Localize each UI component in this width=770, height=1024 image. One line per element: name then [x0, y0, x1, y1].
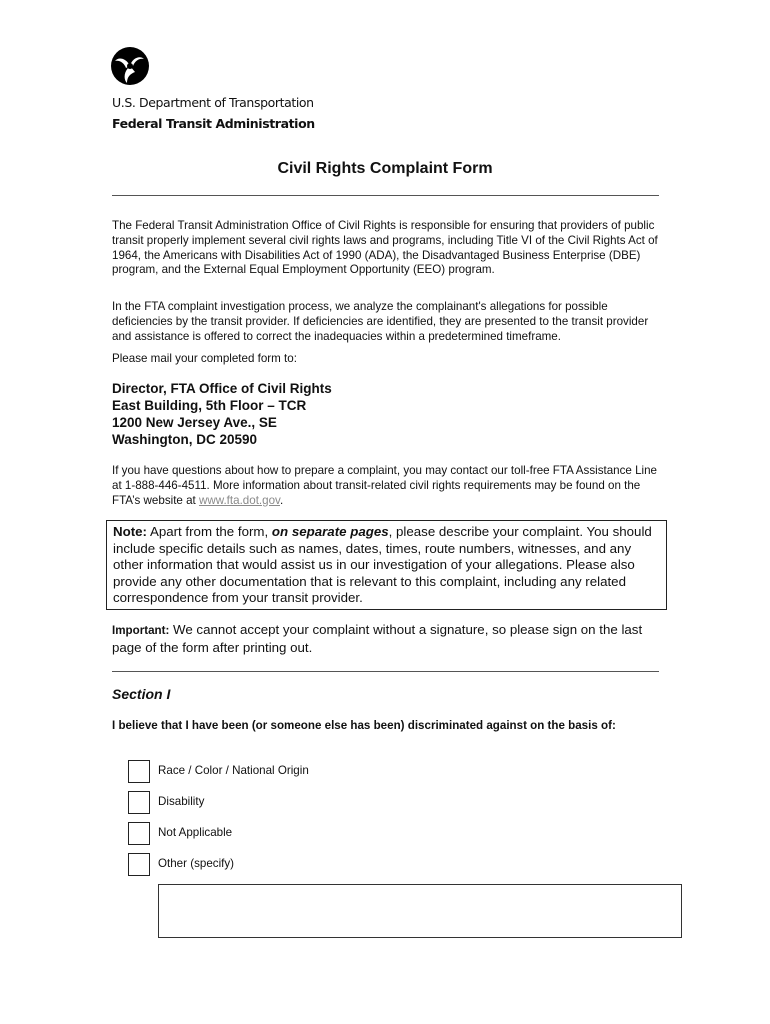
- address-line-1: Director, FTA Office of Civil Rights: [112, 381, 332, 396]
- disability-checkbox[interactable]: [128, 791, 150, 814]
- intro-paragraph-1: The Federal Transit Administration Office of Civil Rights is responsible for ensuring that providers of public transit properly implement several civil rights laws and programs, including Title VI of the Civil Rights Act of 1964, the Americans with Disabilities Act of 1990 (ADA), the Disadvantaged Business Enterprise (DBE) program, and the External Equal Employment Opportunity (EEO) program.: [112, 219, 658, 277]
- questions-end: .: [279, 493, 284, 507]
- option-label: Other (specify): [158, 857, 235, 870]
- divider: [112, 671, 659, 672]
- address-line-2: East Building, 5th Floor – TCR: [112, 398, 307, 413]
- note-label: Note:: [113, 524, 147, 539]
- address-line-3: 1200 New Jersey Ave., SE: [112, 415, 277, 430]
- option-label: Race / Color / National Origin: [158, 764, 309, 777]
- intro-paragraph-2: In the FTA complaint investigation process, we analyze the complainant's allegations for possible deficiencies by the transit provider. If deficiencies are identified, they are presented to the transit provider and assistance is offered to correct the inadequacies within a predetermined timeframe.: [112, 300, 649, 343]
- other-checkbox[interactable]: [128, 853, 150, 876]
- race-color-national-origin-checkbox[interactable]: [128, 760, 150, 783]
- option-label: Not Applicable: [158, 826, 233, 839]
- note-text-1: Apart from the form,: [146, 524, 272, 539]
- other-specify-field[interactable]: [158, 884, 682, 938]
- mailing-address: [112, 380, 332, 448]
- option-label: Disability: [158, 795, 205, 808]
- section-title: Section I: [112, 686, 171, 702]
- dot-triskelion-icon: [110, 46, 150, 86]
- department-name: U.S. Department of Transportation: [112, 95, 314, 110]
- page-title: Civil Rights Complaint Form: [277, 160, 493, 177]
- important-text: We cannot accept your complaint without a signature, so please sign on the last page of the form after printing out.: [112, 622, 643, 655]
- mail-instruction: Please mail your completed form to:: [112, 352, 297, 365]
- address-line-4: Washington, DC 20590: [112, 432, 258, 447]
- note-box: [106, 520, 667, 610]
- important-notice: [112, 622, 660, 656]
- divider: [112, 195, 659, 196]
- not-applicable-checkbox[interactable]: [128, 822, 150, 845]
- administration-name: Federal Transit Administration: [112, 116, 315, 131]
- note-emphasis: on separate pages: [271, 524, 389, 539]
- fta-website-link[interactable]: www.fta.dot.gov: [198, 493, 280, 507]
- important-label: Important:: [112, 624, 170, 637]
- note-text-2: , please describe your complaint. You should include specific details such as names, dates, times, route numbers, witnesses, and any other information that would assist us in our investigation of your allegations. Please also provide any other documentation that is relevant to this complaint, including any related correspondence from your transit provider.: [113, 524, 652, 606]
- agency-header: [112, 92, 315, 134]
- discrimination-basis-question: I believe that I have been (or someone else has been) discriminated against on the basis of:: [112, 719, 616, 732]
- questions-paragraph: [112, 464, 660, 508]
- questions-text: If you have questions about how to prepare a complaint, you may contact our toll-free FTA Assistance Line at 1-888-446-4511. More information about transit-related civil rights requirements may be found on the FTA’s website at: [112, 464, 657, 507]
